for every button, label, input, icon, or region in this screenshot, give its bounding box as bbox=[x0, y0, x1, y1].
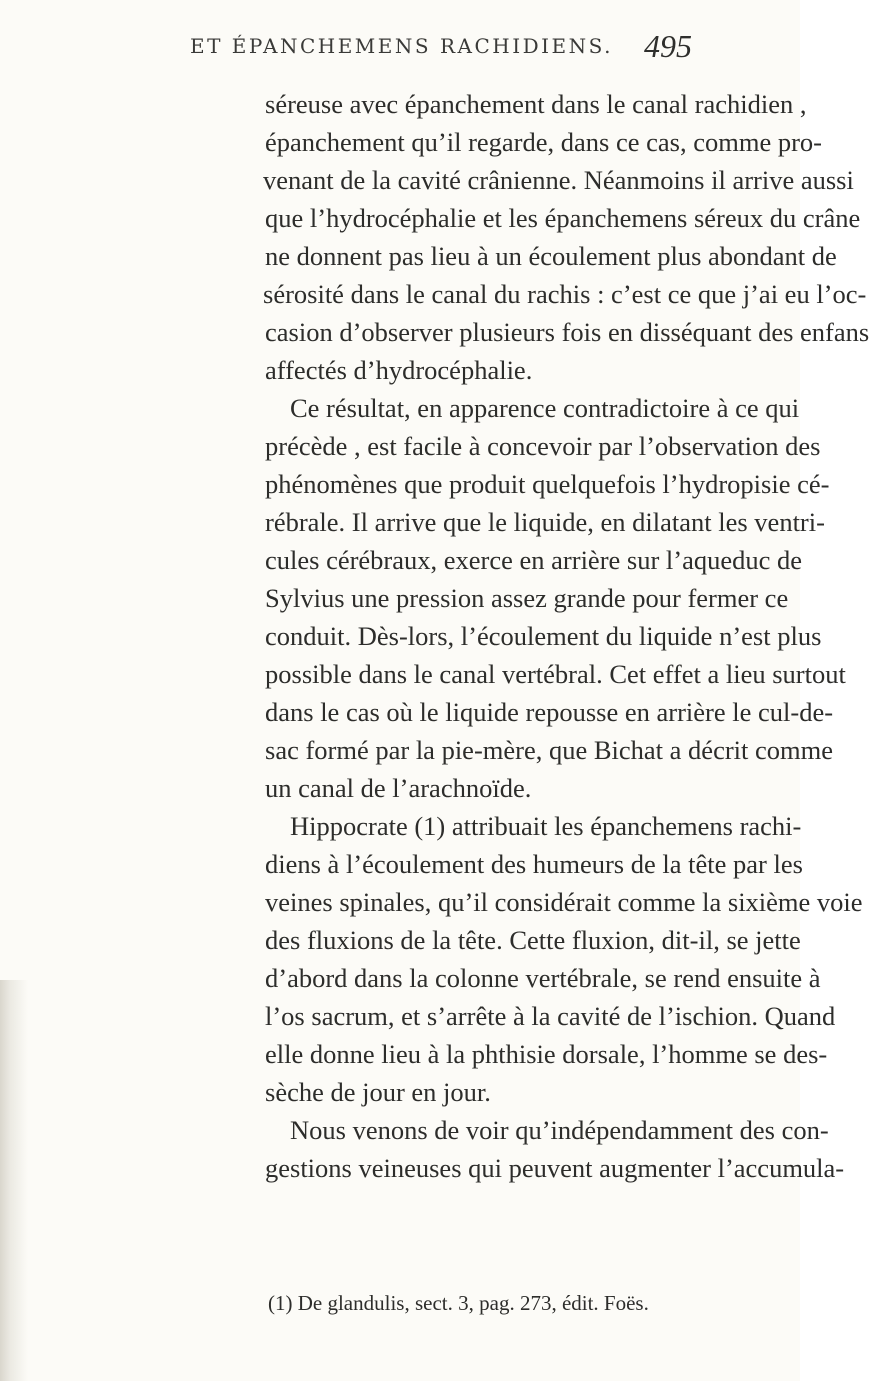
text-line: gestions veineuses qui peuvent augmenter l’accumula- bbox=[265, 1153, 845, 1183]
text-line: d’abord dans la colonne vertébrale, se rend ensuite à bbox=[265, 963, 821, 993]
text-line: Ce résultat, en apparence contradictoire à ce qui bbox=[290, 393, 800, 423]
text-line: l’os sacrum, et s’arrête à la cavité de l’ischion. Quand bbox=[265, 1001, 836, 1031]
text-line: ne donnent pas lieu à un écoulement plus abondant de bbox=[265, 241, 837, 271]
text-line: diens à l’écoulement des humeurs de la tête par les bbox=[265, 849, 803, 879]
page-gutter-shadow bbox=[0, 980, 28, 1381]
text-line: possible dans le canal vertébral. Cet effet a lieu surtout bbox=[265, 659, 846, 689]
text-line: sérosité dans le canal du rachis : c’est ce que j’ai eu l’oc- bbox=[263, 279, 867, 309]
text-line: précède , est facile à concevoir par l’observation des bbox=[265, 431, 821, 461]
text-line: elle donne lieu à la phthisie dorsale, l’homme se des- bbox=[265, 1039, 828, 1069]
page-number: 495 bbox=[644, 28, 692, 64]
text-line: venant de la cavité crânienne. Néanmoins il arrive aussi bbox=[263, 165, 854, 195]
text-line: rébrale. Il arrive que le liquide, en dilatant les ventri- bbox=[265, 507, 825, 537]
text-line: un canal de l’arachnoïde. bbox=[265, 773, 532, 803]
footnote: (1) De glandulis, sect. 3, pag. 273, édit. Foës. bbox=[268, 1291, 649, 1315]
text-line: sèche de jour en jour. bbox=[265, 1077, 491, 1107]
text-line: que l’hydrocéphalie et les épanchemens séreux du crâne bbox=[265, 203, 861, 233]
running-head: ET ÉPANCHEMENS RACHIDIENS. bbox=[190, 34, 613, 58]
text-line: conduit. Dès-lors, l’écoulement du liquide n’est plus bbox=[265, 621, 822, 651]
text-line: Sylvius une pression assez grande pour fermer ce bbox=[265, 583, 789, 613]
text-line: Hippocrate (1) attribuait les épanchemens rachi- bbox=[290, 811, 802, 841]
text-line: affectés d’hydrocéphalie. bbox=[265, 355, 533, 385]
text-line: sac formé par la pie-mère, que Bichat a décrit comme bbox=[265, 735, 834, 765]
text-line: Nous venons de voir qu’indépendamment des con- bbox=[290, 1115, 829, 1145]
text-line: phénomènes que produit quelquefois l’hydropisie cé- bbox=[265, 469, 830, 499]
text-line: dans le cas où le liquide repousse en arrière le cul-de- bbox=[265, 697, 834, 727]
text-line: cules cérébraux, exerce en arrière sur l’aqueduc de bbox=[265, 545, 803, 575]
page-header bbox=[0, 12, 800, 72]
text-line: séreuse avec épanchement dans le canal rachidien , bbox=[265, 89, 807, 119]
text-line: casion d’observer plusieurs fois en disséquant des enfans bbox=[265, 317, 869, 347]
text-line: épanchement qu’il regarde, dans ce cas, comme pro- bbox=[265, 127, 822, 157]
text-line: des fluxions de la tête. Cette fluxion, dit-il, se jette bbox=[265, 925, 801, 955]
text-line: veines spinales, qu’il considérait comme la sixième voie bbox=[265, 887, 863, 917]
